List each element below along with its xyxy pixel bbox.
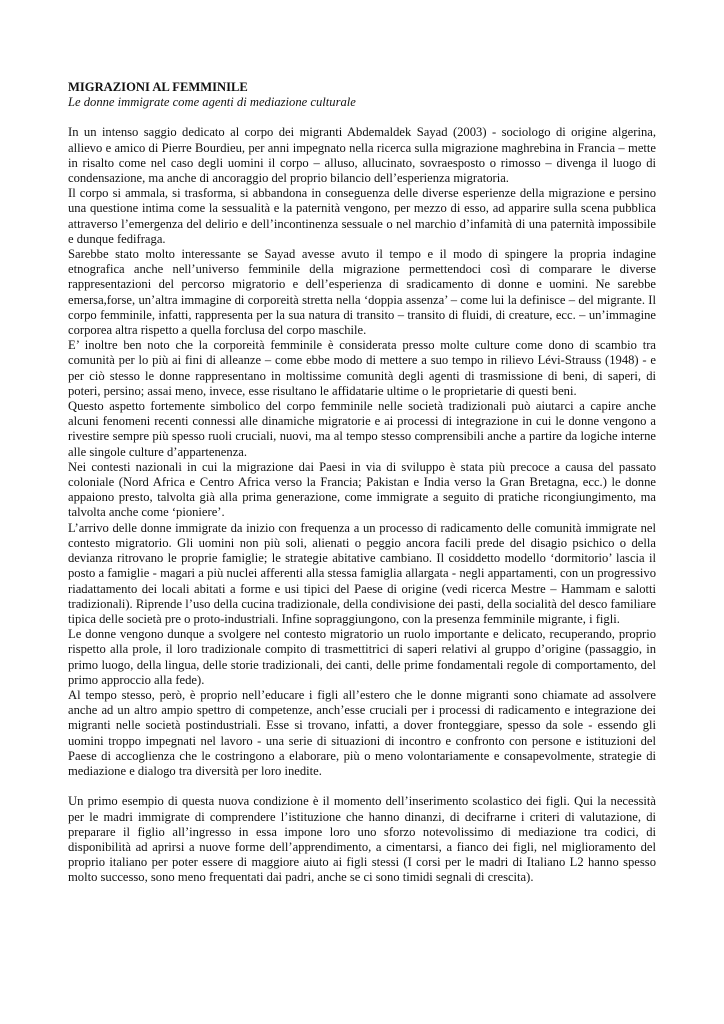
paragraph: In un intenso saggio dedicato al corpo dei migranti Abdemaldek Sayad (2003) - sociologo di origine algerina, allievo e amico di Pierre Bourdieu, per anni impegnato nella ricerca sulla migrazione maghrebina in Francia – mette in risalto come nel caso degli uomini il corpo – alluso, allucinato, sovraesposto o rimosso – divenga il luogo di condensazione, ma anche di ancoraggio del proprio bilancio dell’esperienza migratoria.: [68, 125, 656, 186]
paragraph: E’ inoltre ben noto che la corporeità femminile è considerata presso molte culture come dono di scambio tra comunità per lo più ai fini di alleanze – come ebbe modo di mettere a suo tempo in rilievo Lévi-Strauss (1948) - e per ciò stesso le donne rappresentano in moltissime comunità degli agenti di trasmissione di beni, di saperi, di poteri, persino; assai meno, invece, esse risultano le affidatarie ultime o le proprietarie di questi beni.: [68, 338, 656, 398]
paragraph: Le donne vengono dunque a svolgere nel contesto migratorio un ruolo importante e delicato, recuperando, proprio rispetto alla prole, il loro tradizionale compito di trasmettitrici di saperi relativi al gruppo d’origine (passaggio, in primo luogo, della lingua, delle storie tradizionali, dei canti, delle prime fondamentali regole di comportamento, del primo approccio alla fede).: [68, 627, 656, 687]
paragraph: Al tempo stesso, però, è proprio nell’educare i figli all’estero che le donne migranti sono chiamate ad assolvere anche ad un altro ampio spettro di competenze, anch’esse cruciali per i processi di radicamento e integrazione dei migranti nelle società postindustriali. Esse si trovano, infatti, a dover fronteggiare, spesso da sole - essendo gli uomini troppo impegnati nel lavoro - una serie di situazioni di incontro e confronto con persone e istituzioni del Paese di accoglienza che le costringono a elaborare, più o meno volontariamente e consapevolmente, strategie di mediazione e dialogo tra diversità per loro inedite.: [68, 687, 656, 778]
paragraph: Questo aspetto fortemente simbolico del corpo femminile nelle società tradizionali può aiutarci a capire anche alcuni fenomeni recenti connessi alle dinamiche migratorie e ai processi di integrazione in cui le donne vengono a rivestire sempre più spesso ruoli cruciali, nuovi, ma al tempo stesso comprensibili anche a partire da logiche interne alle singole culture d’appartenenza.: [68, 399, 656, 459]
paragraph: Nei contesti nazionali in cui la migrazione dai Paesi in via di sviluppo è stata più precoce a causa del passato coloniale (Nord Africa e Centro Africa verso la Francia; Pakistan e India verso la Gran Bretagna, ecc.) le donne appaiono presto, talvolta già alla prima generazione, come immigrate a seguito di pratiche ricongiungimento, ma talvolta anche come ‘pioniere’.: [68, 459, 656, 520]
paragraph: L’arrivo delle donne immigrate da inizio con frequenza a un processo di radicamento delle comunità immigrate nel contesto migratorio. Gli uomini non più soli, alienati o peggio ancora facili prede del disagio psichico o della devianza ritrovano le proprie famiglie; le strategie abitative cambiano. Il cosiddetto modello ‘dormitorio’ lascia il posto a famiglie - magari a più nuclei afferenti alla stessa famiglia allargata - negli appartamenti, con un progressivo riadattamento dei locali abitati a forme e usi tipici del Paese di origine (vedi ricerca Mestre – Hammam e salotti tradizionali). Riprende l’uso della cucina tradizionale, della condivisione dei pasti, della socialità del desco familiare tipica delle società pre o proto-industriali. Infine sopraggiungono, con la presenza femminile migrante, i figli.: [68, 520, 656, 626]
paragraph: Il corpo si ammala, si trasforma, si abbandona in conseguenza delle diverse esperienze della migrazione e persino una questione intima come la sessualità e la paternità vengono, per mezzo di esso, ad apparire sulla scena pubblica attraverso l’emergenza del delirio e dell’incontinenza sessuale o nel marchio d’infamità di una paternità impossibile e dunque fedifraga.: [68, 186, 656, 246]
document-page: [68, 80, 656, 886]
document-title: MIGRAZIONI AL FEMMINILE: [68, 80, 248, 94]
document-subtitle: Le donne immigrate come agenti di mediazione culturale: [68, 95, 356, 110]
paragraph-spacer: [68, 779, 656, 794]
final-paragraph: Un primo esempio di questa nuova condizione è il momento dell’inserimento scolastico dei figli. Qui la necessità per le madri immigrate di comprendere l’istituzione che hanno dinanzi, di decifrarne i criteri di valutazione, di preparare il figlio all’ingresso in essa impone loro uno sforzo notevolissimo di mediazione tra codici, di disponibilità ad aprirsi a nuove forme dell’apprendimento, a cimentarsi, a fianco dei figli, nel miglioramento del proprio italiano per poter essere di maggiore aiuto ai figli stessi (I corsi per le madri di Italiano L2 hanno spesso molto successo, sono meno frequentati dai padri, anche se ci sono timidi segnali di crescita).: [68, 794, 656, 885]
paragraph: Sarebbe stato molto interessante se Sayad avesse avuto il tempo e il modo di spingere la propria indagine etnografica anche nell’universo femminile della migrazione permettendoci così di comparare le diverse rappresentazioni del percorso migratorio e dell’esperienza di sradicamento di donne e uomini. Ne sarebbe emersa,forse, un’altra immagine di corporeità stretta nella ‘doppia assenza’ – come lui la definisce – del migrante. Il corpo femminile, infatti, rappresenta per la sua natura di transito – transito di fluidi, di creature, ecc. – un’immagine corporea altra rispetto a quella forclusa del corpo maschile.: [68, 247, 656, 338]
